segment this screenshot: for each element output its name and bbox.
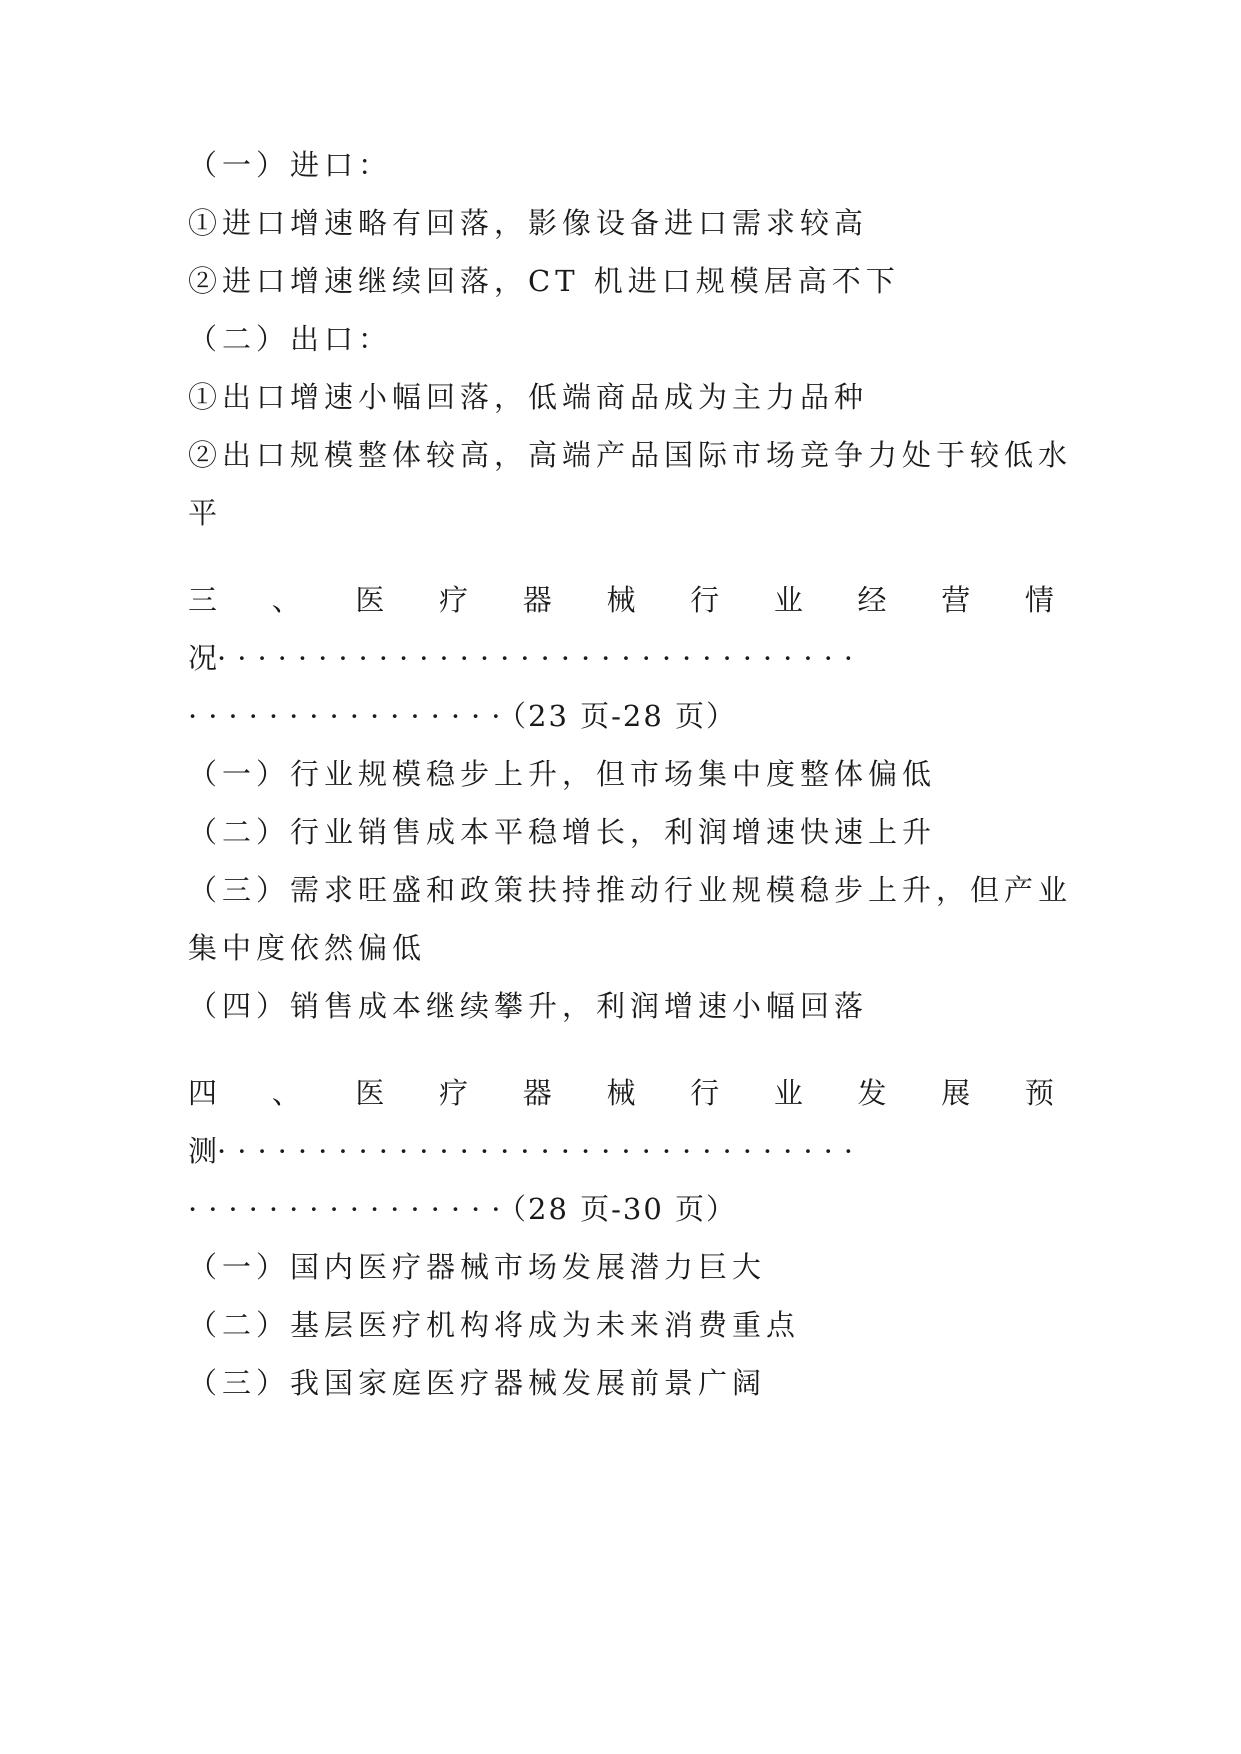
section-4-title-char: 展 (941, 1076, 971, 1110)
exports-item-2-line-1: ②出口规模整体较高，高端产品国际市场竞争力处于较低水 (188, 438, 1073, 472)
section-3-title (188, 580, 1054, 620)
section-3-title-char: 情 (1024, 583, 1054, 617)
section-3-leader-dots: ································ (217, 641, 864, 675)
section-3-title-char: 营 (941, 583, 971, 617)
section-4-title-char: 发 (857, 1076, 887, 1110)
section-4-title-char: 医 (355, 1076, 385, 1110)
section-3-page-range: （23 页-28 页） (511, 699, 738, 733)
section-3-title-char: 行 (690, 583, 720, 617)
section-3-item-3-cont: 集中度依然偏低 (188, 931, 427, 965)
imports-item-1: ①进口增速略有回落，影像设备进口需求较高 (188, 206, 869, 240)
section-3-item-1: （一）行业规模稳步上升，但市场集中度整体偏低 (188, 757, 937, 791)
section-3-title-char: 三 (188, 583, 218, 617)
section-3-title-char: 疗 (439, 583, 469, 617)
exports-heading: （二）出口： (188, 322, 393, 356)
section-4-title (188, 1073, 1054, 1113)
section-3-title-tail: 况 (188, 641, 218, 675)
section-4-title-char: 四 (188, 1076, 218, 1110)
imports-heading: （一）进口： (188, 148, 393, 182)
section-4-leader-dots: ································ (217, 1134, 864, 1168)
section-4-title-char: 行 (690, 1076, 720, 1110)
section-4-title-char: 预 (1024, 1076, 1054, 1110)
section-4-item-1: （一）国内医疗器械市场发展潜力巨大 (188, 1250, 767, 1284)
imports-item-2: ②进口增速继续回落，CT 机进口规模居高不下 (188, 264, 900, 298)
section-3-title-char: 医 (355, 583, 385, 617)
exports-item-2-line-2: 平 (188, 496, 223, 530)
section-3-item-2: （二）行业销售成本平稳增长，利润增速快速上升 (188, 815, 937, 849)
section-4-title-char: 器 (522, 1076, 552, 1110)
section-4-title-char: 业 (773, 1076, 803, 1110)
section-4-title-char: 疗 (439, 1076, 469, 1110)
section-4-item-2: （二）基层医疗机构将成为未来消费重点 (188, 1308, 801, 1342)
section-4-title-char: 、 (271, 1076, 301, 1110)
exports-item-1: ①出口增速小幅回落，低端商品成为主力品种 (188, 380, 869, 414)
section-3-leader-row-2 (188, 696, 737, 736)
section-3-title-char: 器 (522, 583, 552, 617)
section-4-title-tail: 测 (188, 1134, 218, 1168)
section-3-leader-row-1 (188, 638, 1054, 678)
section-3-title-char: 业 (773, 583, 803, 617)
section-4-leader-dots-2: ················ (188, 1192, 512, 1226)
section-4-item-3: （三）我国家庭医疗器械发展前景广阔 (188, 1366, 767, 1400)
section-4-leader-row-2 (188, 1189, 737, 1229)
section-3-item-4: （四）销售成本继续攀升，利润增速小幅回落 (188, 989, 869, 1023)
section-3-leader-dots-2: ················ (188, 699, 512, 733)
section-3-title-char: 械 (606, 583, 636, 617)
section-3-title-char: 经 (857, 583, 887, 617)
section-4-title-char: 械 (606, 1076, 636, 1110)
section-4-page-range: （28 页-30 页） (511, 1192, 738, 1226)
section-4-leader-row-1 (188, 1131, 1054, 1171)
section-3-item-3: （三）需求旺盛和政策扶持推动行业规模稳步上升，但产业 (188, 873, 1073, 907)
section-3-title-char: 、 (271, 583, 301, 617)
